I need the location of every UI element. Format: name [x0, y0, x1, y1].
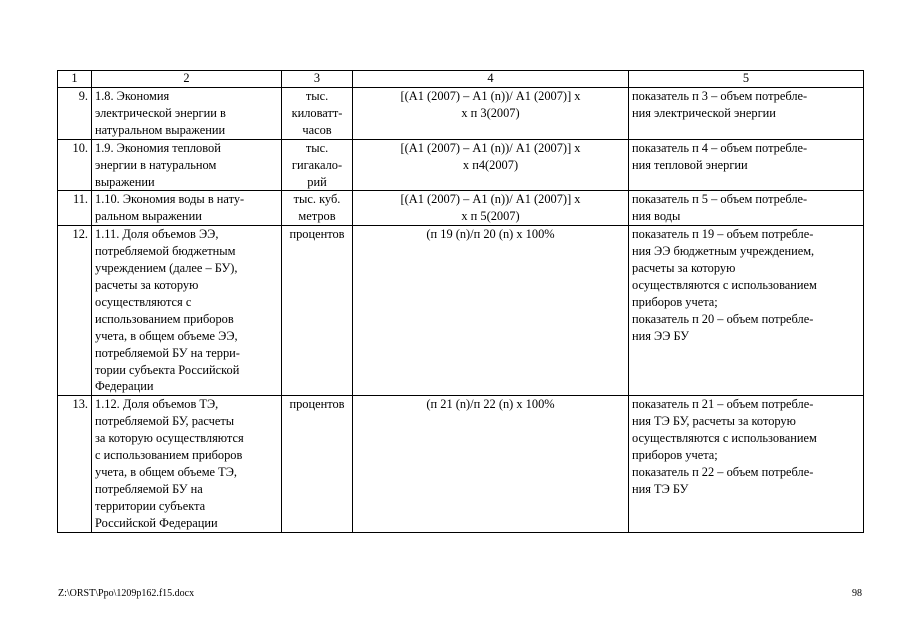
indicator-name: 1.8. Экономия электрической энергии в натуральном выражении — [92, 88, 282, 140]
col-header-2: 2 — [92, 71, 282, 88]
unit: процентов — [282, 396, 353, 532]
unit: тыс. гигакало- рий — [282, 139, 353, 191]
row-number: 10. — [58, 139, 92, 191]
table-row — [58, 88, 864, 140]
notes: показатель п 3 – объем потребле- ния электрической энергии — [629, 88, 864, 140]
col-header-5: 5 — [629, 71, 864, 88]
indicator-name: 1.10. Экономия воды в нату- ральном выражении — [92, 191, 282, 226]
indicator-name: 1.9. Экономия тепловой энергии в натуральном выражении — [92, 139, 282, 191]
formula: [(А1 (2007) – А1 (n))/ А1 (2007)] х х п 3(2007) — [353, 88, 629, 140]
row-number: 13. — [58, 396, 92, 532]
notes: показатель п 5 – объем потребле- ния воды — [629, 191, 864, 226]
table-row — [58, 191, 864, 226]
notes: показатель п 21 – объем потребле- ния ТЭ БУ, расчеты за которую осуществляются с использованием приборов учета; показатель п 22 – объем потребле- ния ТЭ БУ — [629, 396, 864, 532]
formula: [(А1 (2007) – А1 (n))/ А1 (2007)] х х п4(2007) — [353, 139, 629, 191]
row-number: 9. — [58, 88, 92, 140]
col-header-1: 1 — [58, 71, 92, 88]
indicator-name: 1.11. Доля объемов ЭЭ, потребляемой бюджетным учреждением (далее – БУ), расчеты за которую осуществляются с использованием приборов учета, в общем объеме ЭЭ, потребляемой БУ на терри- тории субъекта Российской Федерации — [92, 226, 282, 396]
indicator-name: 1.12. Доля объемов ТЭ, потребляемой БУ, расчеты за которую осуществляются с использованием приборов учета, в общем объеме ТЭ, потребляемой БУ на территории субъекта Российской Федерации — [92, 396, 282, 532]
unit: тыс. куб. метров — [282, 191, 353, 226]
table-row — [58, 396, 864, 532]
row-number: 11. — [58, 191, 92, 226]
table-row — [58, 226, 864, 396]
notes: показатель п 4 – объем потребле- ния тепловой энергии — [629, 139, 864, 191]
col-header-4: 4 — [353, 71, 629, 88]
header-row — [58, 71, 864, 88]
page-number: 98 — [852, 588, 862, 599]
file-path: Z:\ORST\Ppo\1209p162.f15.docx — [58, 588, 195, 599]
formula: [(А1 (2007) – А1 (n))/ А1 (2007)] х х п 5(2007) — [353, 191, 629, 226]
table-row — [58, 139, 864, 191]
unit: тыс. киловатт- часов — [282, 88, 353, 140]
row-number: 12. — [58, 226, 92, 396]
formula: (п 19 (n)/п 20 (n) х 100% — [353, 226, 629, 396]
indicators-table — [57, 70, 864, 533]
notes: показатель п 19 – объем потребле- ния ЭЭ бюджетным учреждением, расчеты за которую осуществляются с использованием приборов учета; показатель п 20 – объем потребле- ния ЭЭ БУ — [629, 226, 864, 396]
formula: (п 21 (n)/п 22 (n) х 100% — [353, 396, 629, 532]
col-header-3: 3 — [282, 71, 353, 88]
unit: процентов — [282, 226, 353, 396]
